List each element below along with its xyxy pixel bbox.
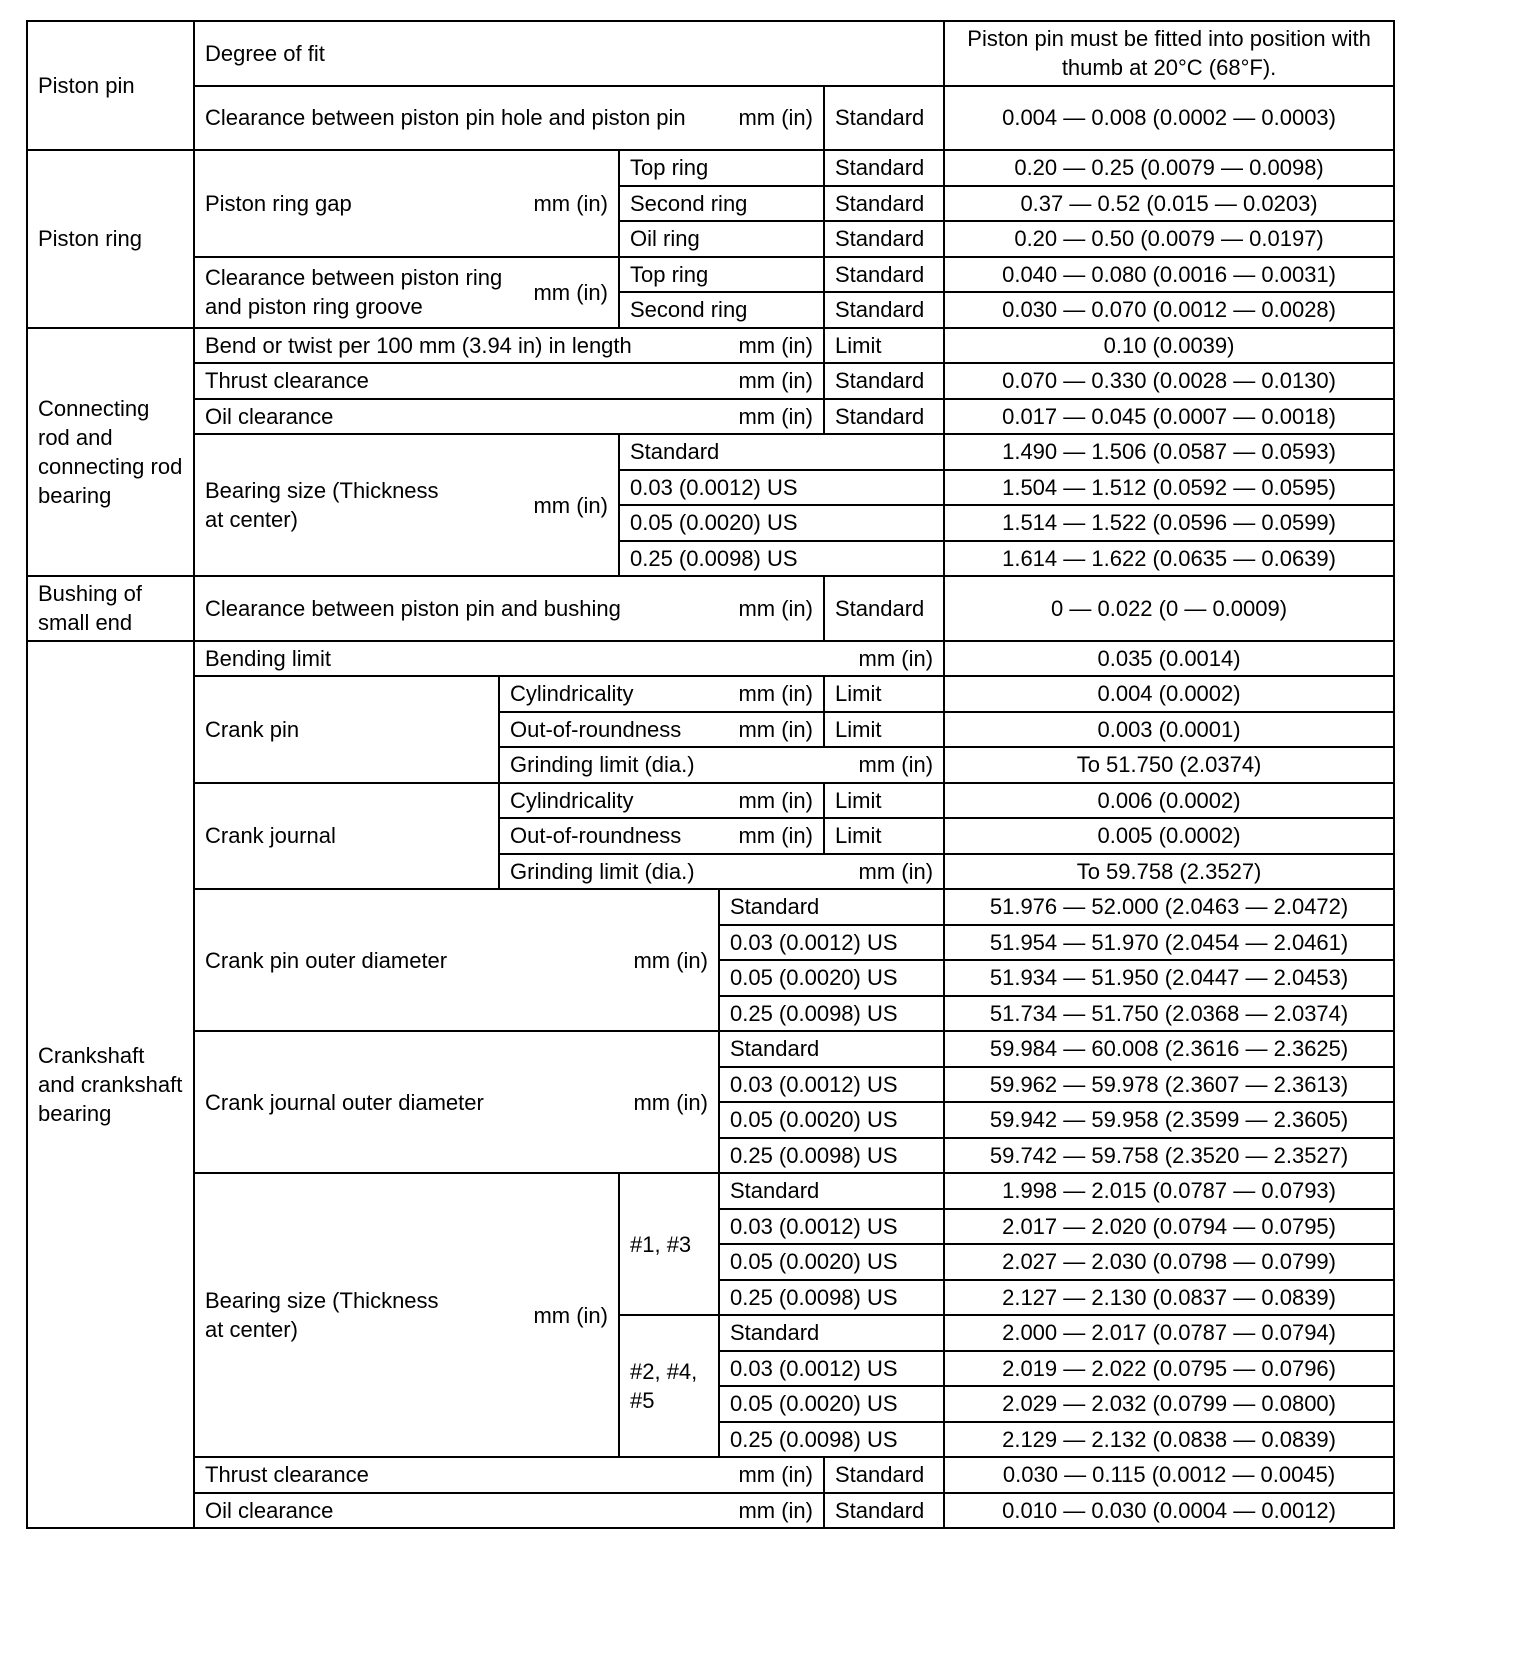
- spec-value: 0.017 — 0.045 (0.0007 — 0.0018): [944, 399, 1394, 435]
- spec-value: 1.998 — 2.015 (0.0787 — 0.0793): [944, 1173, 1394, 1209]
- table-row: [27, 21, 1394, 86]
- unit-label: mm (in): [738, 716, 813, 742]
- unit-label: mm (in): [533, 190, 608, 216]
- unit-label: mm (in): [533, 492, 608, 518]
- table-row: [27, 434, 1394, 470]
- sub-item: 0.25 (0.0098) US: [719, 1422, 944, 1458]
- spec-value: 0.006 (0.0002): [944, 783, 1394, 819]
- sub-item: Second ring: [619, 292, 824, 328]
- item-label: [194, 150, 619, 257]
- spec-type: Standard: [824, 1457, 944, 1493]
- unit-label: mm (in): [738, 1497, 813, 1523]
- table-row: [27, 86, 1394, 151]
- item-text: Clearance between piston ring and piston ring groove: [205, 265, 503, 319]
- item-text: Clearance between piston pin hole and piston pin: [205, 105, 686, 131]
- item-text: Crank pin outer diameter: [205, 947, 448, 973]
- spec-value: 0.070 — 0.330 (0.0028 — 0.0130): [944, 363, 1394, 399]
- spec-value: 51.934 — 51.950 (2.0447 — 2.0453): [944, 960, 1394, 996]
- sub-item: Second ring: [619, 186, 824, 222]
- spec-type: Standard: [824, 1493, 944, 1529]
- unit-label: mm (in): [858, 858, 934, 884]
- sub-item: Standard: [719, 889, 944, 925]
- sub-item: Standard: [719, 1173, 944, 1209]
- unit-label: mm (in): [738, 1462, 813, 1488]
- item-text: Out-of-roundness: [510, 823, 682, 849]
- item-text: Bearing size (Thickness at center): [205, 478, 439, 532]
- sub-item: [499, 676, 824, 712]
- sub-item: 0.25 (0.0098) US: [719, 996, 944, 1032]
- item-text: Grinding limit (dia.): [510, 752, 695, 778]
- table-row: [27, 257, 1394, 293]
- spec-type: Standard: [824, 221, 944, 257]
- sub-item: Standard: [719, 1031, 944, 1067]
- table-row: [27, 1173, 1394, 1209]
- sub-item: Oil ring: [619, 221, 824, 257]
- spec-value: 0.003 (0.0001): [944, 712, 1394, 748]
- spec-value: 0.20 — 0.25 (0.0079 — 0.0098): [944, 150, 1394, 186]
- table-row: [27, 576, 1394, 641]
- spec-value: 2.017 — 2.020 (0.0794 — 0.0795): [944, 1209, 1394, 1245]
- spec-value: 1.490 — 1.506 (0.0587 — 0.0593): [944, 434, 1394, 470]
- item-text: Clearance between piston pin and bushing: [205, 595, 621, 621]
- item-text: Oil clearance: [205, 403, 334, 429]
- sub-item: 0.03 (0.0012) US: [719, 1351, 944, 1387]
- unit-label: mm (in): [738, 595, 813, 621]
- item-text: Cylindricality: [510, 681, 634, 707]
- spec-value: 59.962 — 59.978 (2.3607 — 2.3613): [944, 1067, 1394, 1103]
- spec-value: 2.127 — 2.130 (0.0837 — 0.0839): [944, 1280, 1394, 1316]
- unit-label: mm (in): [858, 752, 934, 778]
- sub-item: [499, 783, 824, 819]
- item-label: [194, 1173, 619, 1457]
- sub-item: [499, 818, 824, 854]
- bearing-group: #1, #3: [619, 1173, 719, 1315]
- table-row: [27, 399, 1394, 435]
- spec-value: 2.029 — 2.032 (0.0799 — 0.0800): [944, 1386, 1394, 1422]
- sub-item: 0.03 (0.0012) US: [719, 925, 944, 961]
- item-label: [194, 434, 619, 576]
- item-text: Bend or twist per 100 mm (3.94 in) in length: [205, 332, 632, 358]
- item-label: [194, 363, 824, 399]
- spec-value: 0 — 0.022 (0 — 0.0009): [944, 576, 1394, 641]
- spec-value: 0.004 (0.0002): [944, 676, 1394, 712]
- table-row: [27, 150, 1394, 186]
- spec-type: Standard: [824, 576, 944, 641]
- sub-item: 0.03 (0.0012) US: [619, 470, 944, 506]
- spec-type: Standard: [824, 186, 944, 222]
- unit-label: mm (in): [533, 1302, 608, 1328]
- unit-label: mm (in): [738, 105, 813, 131]
- item-label: [194, 86, 824, 151]
- item-label: [194, 1457, 824, 1493]
- spec-value: 0.030 — 0.115 (0.0012 — 0.0045): [944, 1457, 1394, 1493]
- item-text: Thrust clearance: [205, 1462, 369, 1488]
- item-text: Out-of-roundness: [510, 716, 682, 742]
- item-label: [194, 889, 719, 1031]
- spec-value: 59.984 — 60.008 (2.3616 — 2.3625): [944, 1031, 1394, 1067]
- table-row: [27, 1493, 1394, 1529]
- item-label: [194, 1493, 824, 1529]
- sub-item: 0.03 (0.0012) US: [719, 1209, 944, 1245]
- table-row: [27, 783, 1394, 819]
- spec-type: Limit: [824, 328, 944, 364]
- item-text: Bearing size (Thickness at center): [205, 1288, 439, 1342]
- spec-value: 59.742 — 59.758 (2.3520 — 2.3527): [944, 1138, 1394, 1174]
- sub-item: 0.25 (0.0098) US: [719, 1138, 944, 1174]
- item-label: Crank pin: [194, 676, 499, 783]
- spec-value: 51.976 — 52.000 (2.0463 — 2.0472): [944, 889, 1394, 925]
- spec-value: To 51.750 (2.0374): [944, 747, 1394, 783]
- spec-value: 0.010 — 0.030 (0.0004 — 0.0012): [944, 1493, 1394, 1529]
- table-row: [27, 676, 1394, 712]
- spec-value: 1.614 — 1.622 (0.0635 — 0.0639): [944, 541, 1394, 577]
- item-label: Degree of fit: [194, 21, 944, 86]
- spec-value: 2.019 — 2.022 (0.0795 — 0.0796): [944, 1351, 1394, 1387]
- spec-value: 0.030 — 0.070 (0.0012 — 0.0028): [944, 292, 1394, 328]
- bearing-group: #2, #4, #5: [619, 1315, 719, 1457]
- spec-type: Standard: [824, 292, 944, 328]
- section-label: Crankshaft and crankshaft bearing: [27, 641, 194, 1529]
- table-row: [27, 1031, 1394, 1067]
- sub-item: Standard: [719, 1315, 944, 1351]
- unit-label: mm (in): [738, 368, 813, 394]
- sub-item: Top ring: [619, 150, 824, 186]
- spec-type: Standard: [824, 363, 944, 399]
- item-label: [194, 328, 824, 364]
- item-text: Thrust clearance: [205, 368, 369, 394]
- spec-value: 51.734 — 51.750 (2.0368 — 2.0374): [944, 996, 1394, 1032]
- unit-label: mm (in): [633, 1089, 708, 1115]
- spec-value: 59.942 — 59.958 (2.3599 — 2.3605): [944, 1102, 1394, 1138]
- unit-label: mm (in): [633, 947, 708, 973]
- item-label: [194, 1031, 719, 1173]
- item-text: Oil clearance: [205, 1497, 334, 1523]
- sub-item: 0.03 (0.0012) US: [719, 1067, 944, 1103]
- spec-value: 1.504 — 1.512 (0.0592 — 0.0595): [944, 470, 1394, 506]
- spec-type: Limit: [824, 676, 944, 712]
- spec-value: 51.954 — 51.970 (2.0454 — 2.0461): [944, 925, 1394, 961]
- spec-value: Piston pin must be fitted into position with thumb at 20°C (68°F).: [944, 21, 1394, 86]
- table-row: [27, 889, 1394, 925]
- spec-value: 0.005 (0.0002): [944, 818, 1394, 854]
- spec-type: Limit: [824, 712, 944, 748]
- unit-label: mm (in): [738, 787, 813, 813]
- sub-item: 0.05 (0.0020) US: [719, 1102, 944, 1138]
- section-label: Piston ring: [27, 150, 194, 328]
- table-row: [27, 363, 1394, 399]
- item-label: [194, 576, 824, 641]
- unit-label: mm (in): [738, 332, 813, 358]
- sub-item: [499, 854, 944, 890]
- spec-type: Standard: [824, 257, 944, 293]
- sub-item: Top ring: [619, 257, 824, 293]
- item-label: Crank journal: [194, 783, 499, 890]
- item-label: [194, 257, 619, 328]
- table-row: [27, 1457, 1394, 1493]
- sub-item: 0.25 (0.0098) US: [719, 1280, 944, 1316]
- table-row: [27, 328, 1394, 364]
- section-label: Connecting rod and connecting rod bearing: [27, 328, 194, 577]
- item-text: Bending limit: [205, 645, 331, 671]
- unit-label: mm (in): [533, 279, 608, 305]
- spec-value: 0.004 — 0.008 (0.0002 — 0.0003): [944, 86, 1394, 151]
- spec-value: 2.129 — 2.132 (0.0838 — 0.0839): [944, 1422, 1394, 1458]
- sub-item: 0.05 (0.0020) US: [719, 1244, 944, 1280]
- spec-value: 0.37 — 0.52 (0.015 — 0.0203): [944, 186, 1394, 222]
- unit-label: mm (in): [738, 403, 813, 429]
- item-label: [194, 399, 824, 435]
- item-text: Grinding limit (dia.): [510, 858, 695, 884]
- spec-value: 2.027 — 2.030 (0.0798 — 0.0799): [944, 1244, 1394, 1280]
- service-data-table: [26, 20, 1395, 1529]
- sub-item: 0.05 (0.0020) US: [719, 960, 944, 996]
- sub-item: [499, 747, 944, 783]
- section-label: Piston pin: [27, 21, 194, 150]
- table-row: [27, 641, 1394, 677]
- sub-item: Standard: [619, 434, 944, 470]
- spec-type: Standard: [824, 399, 944, 435]
- spec-value: To 59.758 (2.3527): [944, 854, 1394, 890]
- spec-type: Standard: [824, 86, 944, 151]
- item-text: Cylindricality: [510, 787, 634, 813]
- sub-item: 0.05 (0.0020) US: [619, 505, 944, 541]
- spec-type: Limit: [824, 783, 944, 819]
- spec-value: 0.035 (0.0014): [944, 641, 1394, 677]
- spec-value: 0.10 (0.0039): [944, 328, 1394, 364]
- spec-value: 1.514 — 1.522 (0.0596 — 0.0599): [944, 505, 1394, 541]
- spec-value: 0.20 — 0.50 (0.0079 — 0.0197): [944, 221, 1394, 257]
- spec-type: Standard: [824, 150, 944, 186]
- item-label: [194, 641, 944, 677]
- sub-item: 0.05 (0.0020) US: [719, 1386, 944, 1422]
- sub-item: 0.25 (0.0098) US: [619, 541, 944, 577]
- spec-value: 0.040 — 0.080 (0.0016 — 0.0031): [944, 257, 1394, 293]
- sub-item: [499, 712, 824, 748]
- unit-label: mm (in): [858, 645, 934, 671]
- spec-value: 2.000 — 2.017 (0.0787 — 0.0794): [944, 1315, 1394, 1351]
- unit-label: mm (in): [738, 823, 813, 849]
- item-text: Piston ring gap: [205, 190, 352, 216]
- section-label: Bushing of small end: [27, 576, 194, 641]
- spec-type: Limit: [824, 818, 944, 854]
- unit-label: mm (in): [738, 681, 813, 707]
- item-text: Crank journal outer diameter: [205, 1089, 484, 1115]
